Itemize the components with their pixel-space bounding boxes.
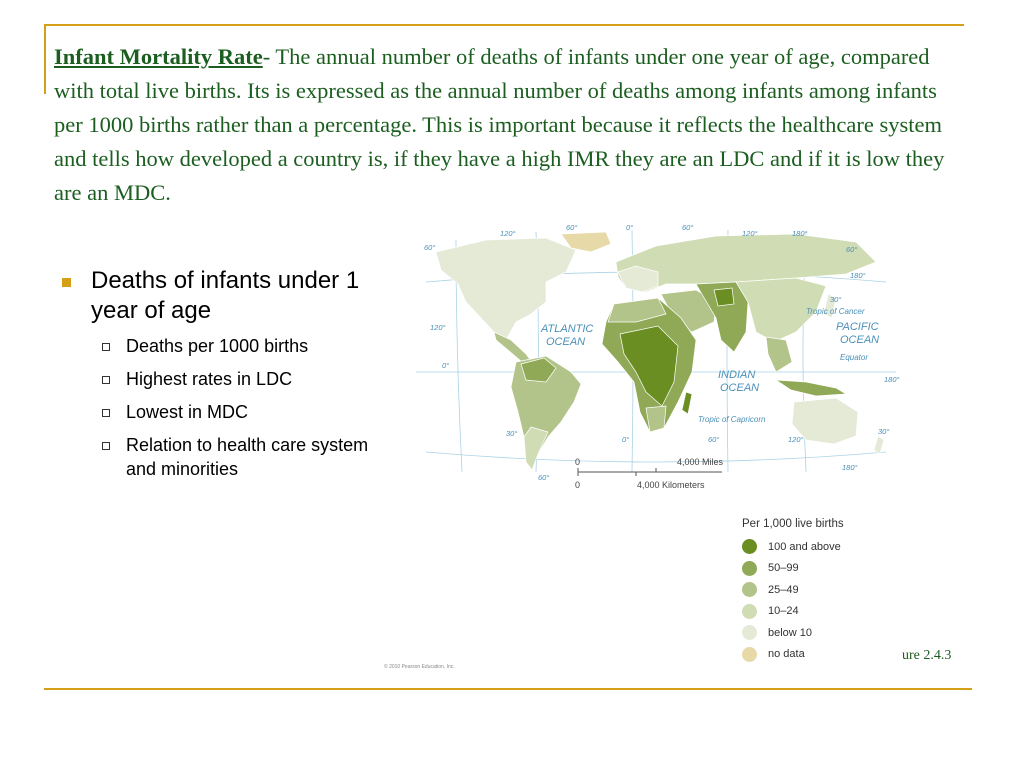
scale-zero-label: 0 [575,480,581,490]
atlantic-label: ATLANTIC [541,323,594,335]
degree-label: 120° [742,229,758,238]
hollow-square-bullet-icon [102,409,110,417]
bullet-main-item [62,266,392,326]
degree-label: 60° [682,223,694,232]
frame-left-line [44,24,46,94]
legend-item [742,536,862,558]
sub-bullet-item [102,400,392,424]
degree-label: 60° [566,223,578,232]
legend-swatch [742,582,757,597]
legend-swatch [742,625,757,640]
degree-label: 60° [424,243,436,252]
new-zealand-landmass [874,436,884,454]
map-legend [742,518,862,665]
madagascar-landmass [682,392,692,414]
pacific-label: OCEAN [840,334,880,346]
degree-label: 30° [506,429,518,438]
degree-label: 0° [442,361,450,370]
frame-bottom-line [44,688,972,690]
legend-label: no data [768,648,805,661]
legend-label: 100 and above [768,540,841,553]
hollow-square-bullet-icon [102,343,110,351]
central-america-landmass [494,332,532,362]
figure-reference: ure 2.4.3 [902,648,952,663]
equator-label: Equator [840,353,869,362]
legend-swatch [742,539,757,554]
scale-zero-label: 0 [575,457,581,467]
legend-swatch [742,604,757,619]
degree-label: 30° [878,427,890,436]
sub-bullet-text: Lowest in MDC [126,402,249,422]
degree-label: 120° [430,323,446,332]
sub-bullet-item [102,367,392,391]
bullet-main-text: Deaths of infants under 1 year of age [91,267,360,324]
degree-label: 60° [708,435,720,444]
legend-label: 10–24 [768,605,799,618]
legend-title: Per 1,000 live births [742,518,844,530]
tropic-cancer-label: Tropic of Cancer [806,307,865,316]
scale-km-label: 4,000 Kilometers [637,480,705,490]
square-bullet-icon [62,278,71,287]
sub-bullet-text: Highest rates in LDC [126,369,293,389]
legend-label: 50–99 [768,562,799,575]
hollow-square-bullet-icon [102,442,110,450]
ocean-labels [540,321,879,394]
bullet-list [62,266,392,490]
copyright-note: © 2010 Pearson Education, Inc. [384,664,455,670]
world-map [396,222,916,490]
hollow-square-bullet-icon [102,376,110,384]
indian-label: INDIAN [718,369,756,381]
tropic-capricorn-label: Tropic of Capricorn [698,415,766,424]
title-definition: - The annual number of deaths of infants under one year of age, compared with total live births. Its is expressed as the annual number of deaths among infants among infants per 1000 births rather than a percentage. This is important because it reflects the healthcare system and tells how developed a country is, if they have a high IMR they are an LDC and if it is low they are an MDC. [54,44,945,205]
sub-bullet-text: Deaths per 1000 births [126,336,309,356]
atlantic-label: OCEAN [546,336,586,348]
degree-label: 60° [846,245,858,254]
sub-bullet-item [102,433,392,481]
southern-africa-region [646,406,666,432]
legend-label: 25–49 [768,583,799,596]
degree-label: 30° [830,295,842,304]
indian-label: OCEAN [720,382,760,394]
degree-label: 180° [850,271,866,280]
sub-bullet-list [62,334,392,481]
legend-item [742,644,862,666]
legend-item [742,601,862,623]
pacific-label: PACIFIC [836,321,879,333]
indonesia-landmass [776,380,846,396]
degree-label: 180° [842,463,858,472]
degree-label: 0° [626,223,634,232]
degree-label: 180° [884,375,900,384]
degree-label: 0° [622,435,630,444]
legend-swatch [742,561,757,576]
legend-item [742,579,862,601]
legend-label: below 10 [768,626,813,639]
frame-top-line [44,24,964,26]
title-paragraph [54,40,954,210]
afghanistan-region [714,288,734,306]
degree-label: 60° [538,473,550,482]
legend-item [742,622,862,644]
degree-label: 120° [500,229,516,238]
degree-label: 120° [788,435,804,444]
legend-item [742,558,862,580]
southeast-asia-landmass [766,337,792,372]
sub-bullet-item [102,334,392,358]
legend-swatch [742,647,757,662]
degree-label: 180° [792,229,808,238]
scale-miles-label: 4,000 Miles [677,457,724,467]
title-term: Infant Mortality Rate [54,44,263,69]
sub-bullet-text: Relation to health care system and minorities [126,435,369,479]
